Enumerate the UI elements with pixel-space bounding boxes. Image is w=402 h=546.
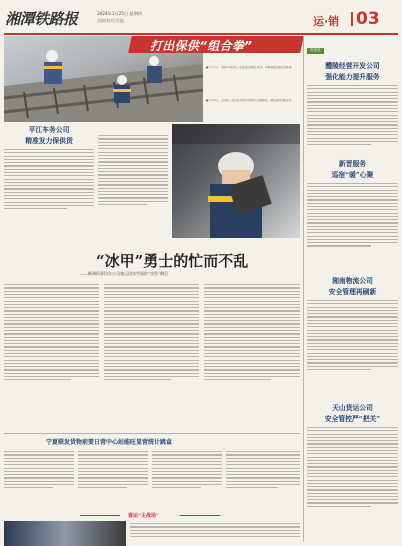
photo-title: 春运“主战场” [128,513,159,519]
photo-title-rule-left [80,515,120,516]
short-news-badge: 短消息 [307,48,324,54]
feature-body-col-2 [104,282,199,430]
section-divider [351,12,353,26]
worker-illustration [172,124,300,238]
bottom-headline: 宁夏联发货物前要日营中心站能旺显营统计跳盒 [46,439,173,446]
bottom-body-col-2 [78,449,148,509]
banner-caption-a: ■1月17日，湘潭车务段职工在道岔区域清扫积雪，保障铁路运输安全畅通。 [206,66,294,69]
bottom-body-col-4 [226,449,300,509]
middle-story-body [98,133,168,245]
banner-headline: 打出保供“组合拳” [150,39,253,53]
left-story-title-2: 精准发力保供货 [25,137,73,145]
right-story-3 [307,275,398,395]
right-story-4-body [307,427,398,507]
right-story-1-title-1: 醴陵经营开发公司 [325,62,380,70]
page-number: 03 [356,9,380,29]
masthead [0,0,402,38]
left-story-title-1: 平江车务公司 [28,126,70,134]
section-name: 运·销 [313,15,340,28]
feature-body-col-1 [4,282,99,430]
bottom-photo-left [4,521,126,546]
paper-logo: 湘潭铁路报 [5,10,78,28]
bottom-body-col-1 [4,449,74,509]
right-story-3-body [307,300,398,370]
banner-caption-b: ■1月22日，货运职工在站台对装车货物进行加固检查，确保货物运输安全。 [206,99,294,102]
right-story-2-body [307,183,398,247]
right-story-3-title-2: 安全管理再刷新 [328,288,377,296]
issue-date: 2024年1月25日 星期四 [97,11,143,16]
right-story-1 [307,36,398,144]
right-story-4-title-1: 天山货运公司 [332,404,373,412]
bottom-body-col-3 [152,449,222,509]
right-story-2 [307,158,398,268]
bottom-divider [4,433,300,434]
right-story-4-title-2: 安全管控严“把关” [324,415,381,423]
right-story-1-title-2: 强化能力提升服务 [325,73,380,81]
right-story-1-body [307,85,398,145]
editor-line: 责编/校对/美编 [97,18,124,23]
right-story-3-title-1: 湘南物流公司 [332,277,373,285]
right-story-2-title-2: 巡宿“暖”心聚 [331,171,374,179]
photo-title-bar [80,512,230,519]
masthead-rule [4,33,398,35]
bottom-photo-caption [130,521,300,546]
left-story-body [4,149,94,209]
feature-subhead: ——株洲机务段办公司客运段冰雪保供“攻坚”侧记 [80,271,169,276]
feature-photo [172,124,300,238]
feature-body-col-3 [204,282,300,430]
right-column-divider [303,36,304,542]
left-story [4,124,94,246]
right-story-4 [307,402,398,542]
photo-title-rule-right [180,515,220,516]
right-story-2-title-1: 新晋服务 [338,160,367,168]
banner-caption-block [206,66,299,130]
feature-headline: “冰甲”勇士的忙而不乱 [96,252,249,270]
